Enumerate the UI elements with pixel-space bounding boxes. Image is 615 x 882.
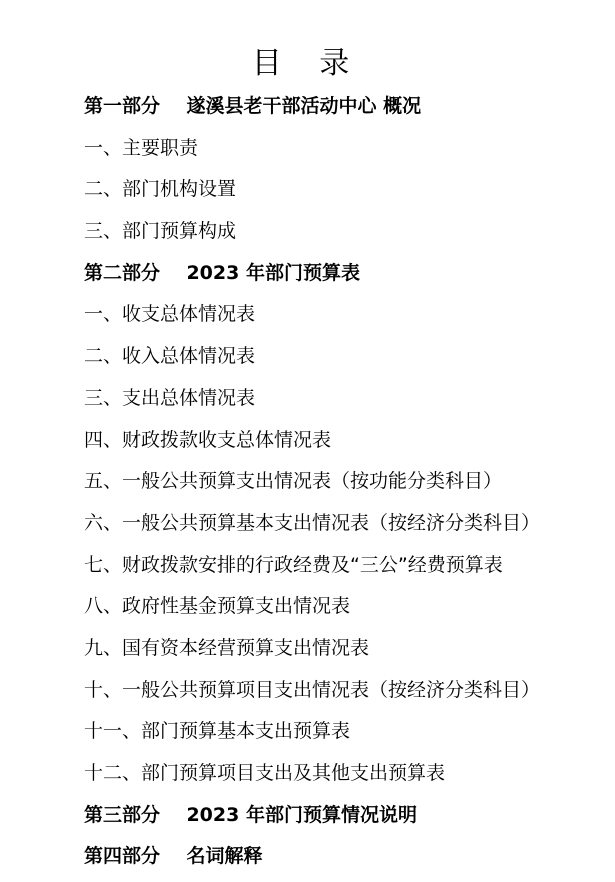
toc-item: 一、收支总体情况表 <box>84 303 256 326</box>
toc-item: 十一、部门预算基本支出预算表 <box>84 720 351 743</box>
toc-item: 十二、部门预算项目支出及其他支出预算表 <box>84 762 446 784</box>
toc-part-4: 第四部分 名词解释 <box>84 845 263 868</box>
toc-item: 二、收入总体情况表 <box>84 345 256 368</box>
toc-item: 三、部门预算构成 <box>84 220 237 243</box>
toc-item: 三、支出总体情况表 <box>84 386 256 409</box>
toc-item: 二、部门机构设置 <box>84 178 237 201</box>
toc-item: 九、国有资本经营预算支出情况表 <box>84 636 370 659</box>
toc-part-2: 第二部分 2023 年部门预算表 <box>84 261 360 284</box>
toc-item: 八、政府性基金预算支出情况表 <box>84 595 351 618</box>
toc-item: 七、财政拨款安排的行政经费及“三公”经费预算表 <box>84 553 503 576</box>
toc-item: 一、主要职责 <box>84 136 199 159</box>
table-of-contents <box>84 90 540 882</box>
page-title: 目 录 <box>251 46 364 81</box>
toc-item: 六、一般公共预算基本支出情况表（按经济分类科目） <box>84 511 541 534</box>
toc-part-3: 第三部分 2023 年部门预算情况说明 <box>84 803 417 826</box>
toc-item: 五、一般公共预算支出情况表（按功能分类科目） <box>84 470 503 493</box>
toc-item: 十、一般公共预算项目支出情况表（按经济分类科目） <box>84 678 541 701</box>
toc-part-1: 第一部分 遂溪县老干部活动中心 概况 <box>84 95 422 117</box>
toc-item: 四、财政拨款收支总体情况表 <box>84 428 332 451</box>
